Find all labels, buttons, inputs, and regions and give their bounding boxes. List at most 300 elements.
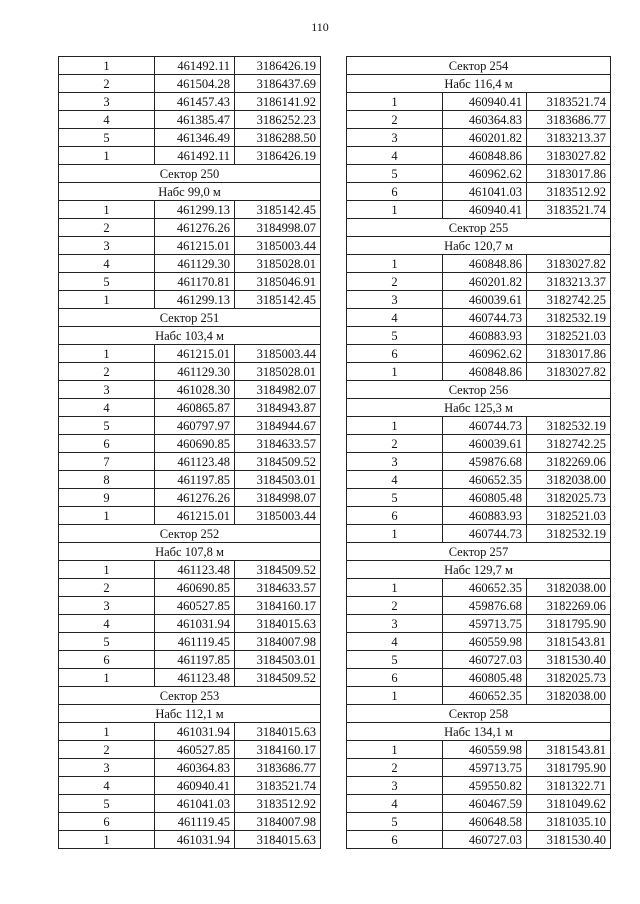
point-number-cell: 4 [59, 777, 155, 795]
point-number-cell: 1 [59, 669, 155, 687]
x-coordinate-cell: 461215.01 [155, 507, 235, 525]
x-coordinate-cell: 460467.59 [443, 795, 527, 813]
y-coordinate-cell: 3183512.92 [527, 183, 611, 201]
table-row [347, 525, 611, 543]
x-coordinate-cell: 460744.73 [443, 309, 527, 327]
point-number-cell: 1 [347, 579, 443, 597]
x-coordinate-cell: 461129.30 [155, 255, 235, 273]
table-row [347, 687, 611, 705]
y-coordinate-cell: 3182521.03 [527, 507, 611, 525]
sector-header-row [347, 381, 611, 399]
point-number-cell: 1 [59, 723, 155, 741]
sector-header: Сектор 255 [347, 219, 611, 237]
y-coordinate-cell: 3183521.74 [527, 201, 611, 219]
x-coordinate-cell: 461170.81 [155, 273, 235, 291]
table-row [347, 597, 611, 615]
y-coordinate-cell: 3181543.81 [527, 633, 611, 651]
x-coordinate-cell: 461215.01 [155, 237, 235, 255]
table-row [347, 129, 611, 147]
x-coordinate-cell: 461492.11 [155, 57, 235, 75]
table-row [347, 363, 611, 381]
y-coordinate-cell: 3182025.73 [527, 669, 611, 687]
point-number-cell: 5 [347, 651, 443, 669]
y-coordinate-cell: 3183027.82 [527, 363, 611, 381]
point-number-cell: 6 [347, 345, 443, 363]
x-coordinate-cell: 460648.58 [443, 813, 527, 831]
point-number-cell: 1 [59, 291, 155, 309]
table-row [59, 489, 321, 507]
y-coordinate-cell: 3186141.92 [235, 93, 321, 111]
x-coordinate-cell: 460364.83 [155, 759, 235, 777]
x-coordinate-cell: 460652.35 [443, 687, 527, 705]
y-coordinate-cell: 3184633.57 [235, 579, 321, 597]
table-row [347, 759, 611, 777]
point-number-cell: 6 [59, 435, 155, 453]
y-coordinate-cell: 3184509.52 [235, 669, 321, 687]
table-row [347, 327, 611, 345]
point-number-cell: 6 [59, 651, 155, 669]
table-row [347, 345, 611, 363]
table-row [347, 579, 611, 597]
sector-header-row [347, 561, 611, 579]
x-coordinate-cell: 460848.86 [443, 363, 527, 381]
sector-header-row [347, 543, 611, 561]
point-number-cell: 5 [347, 813, 443, 831]
sector-header: Сектор 252 [59, 525, 321, 543]
x-coordinate-cell: 461299.13 [155, 291, 235, 309]
x-coordinate-cell: 460652.35 [443, 471, 527, 489]
point-number-cell: 1 [59, 831, 155, 849]
x-coordinate-cell: 460652.35 [443, 579, 527, 597]
sector-header-row [347, 399, 611, 417]
y-coordinate-cell: 3186426.19 [235, 147, 321, 165]
x-coordinate-cell: 460559.98 [443, 633, 527, 651]
x-coordinate-cell: 461346.49 [155, 129, 235, 147]
y-coordinate-cell: 3184998.07 [235, 489, 321, 507]
point-number-cell: 6 [347, 183, 443, 201]
sector-header-row [59, 525, 321, 543]
point-number-cell: 2 [59, 579, 155, 597]
table-row [347, 309, 611, 327]
table-row [59, 75, 321, 93]
y-coordinate-cell: 3183027.82 [527, 255, 611, 273]
x-coordinate-cell: 461197.85 [155, 471, 235, 489]
sector-header-row [59, 327, 321, 345]
table-row [59, 561, 321, 579]
table-row [59, 651, 321, 669]
y-coordinate-cell: 3181795.90 [527, 759, 611, 777]
y-coordinate-cell: 3184943.87 [235, 399, 321, 417]
sector-header: Сектор 254 [347, 57, 611, 75]
y-coordinate-cell: 3184015.63 [235, 723, 321, 741]
table-row [347, 417, 611, 435]
point-number-cell: 4 [347, 147, 443, 165]
table-row [59, 57, 321, 75]
sector-header-row [59, 309, 321, 327]
sector-header-row [59, 183, 321, 201]
y-coordinate-cell: 3182742.25 [527, 291, 611, 309]
x-coordinate-cell: 459550.82 [443, 777, 527, 795]
point-number-cell: 2 [347, 435, 443, 453]
x-coordinate-cell: 461215.01 [155, 345, 235, 363]
x-coordinate-cell: 461031.94 [155, 615, 235, 633]
y-coordinate-cell: 3182742.25 [527, 435, 611, 453]
point-number-cell: 4 [347, 633, 443, 651]
point-number-cell: 3 [59, 237, 155, 255]
x-coordinate-cell: 461119.45 [155, 813, 235, 831]
table-row [59, 417, 321, 435]
point-number-cell: 6 [347, 507, 443, 525]
sector-header: Набс 107,8 м [59, 543, 321, 561]
x-coordinate-cell: 460201.82 [443, 129, 527, 147]
x-coordinate-cell: 459713.75 [443, 615, 527, 633]
point-number-cell: 5 [347, 489, 443, 507]
table-row [347, 291, 611, 309]
point-number-cell: 2 [59, 219, 155, 237]
y-coordinate-cell: 3185003.44 [235, 345, 321, 363]
table-row [347, 507, 611, 525]
table-row [347, 489, 611, 507]
sector-header-row [59, 165, 321, 183]
table-row [59, 759, 321, 777]
y-coordinate-cell: 3186437.69 [235, 75, 321, 93]
y-coordinate-cell: 3182532.19 [527, 309, 611, 327]
point-number-cell: 1 [59, 507, 155, 525]
x-coordinate-cell: 460848.86 [443, 147, 527, 165]
x-coordinate-cell: 460962.62 [443, 345, 527, 363]
table-row [347, 741, 611, 759]
point-number-cell: 2 [347, 597, 443, 615]
point-number-cell: 3 [59, 597, 155, 615]
table-row [347, 183, 611, 201]
sector-header: Набс 99,0 м [59, 183, 321, 201]
point-number-cell: 1 [59, 147, 155, 165]
point-number-cell: 4 [59, 399, 155, 417]
point-number-cell: 1 [347, 255, 443, 273]
point-number-cell: 5 [59, 633, 155, 651]
y-coordinate-cell: 3183213.37 [527, 273, 611, 291]
table-row [59, 723, 321, 741]
coordinates-table-left [58, 56, 321, 849]
table-row [347, 615, 611, 633]
point-number-cell: 5 [59, 417, 155, 435]
x-coordinate-cell: 460039.61 [443, 435, 527, 453]
table-row [59, 111, 321, 129]
x-coordinate-cell: 461457.43 [155, 93, 235, 111]
sector-header-row [59, 543, 321, 561]
table-row [59, 669, 321, 687]
point-number-cell: 1 [59, 561, 155, 579]
x-coordinate-cell: 460940.41 [443, 201, 527, 219]
y-coordinate-cell: 3181322.71 [527, 777, 611, 795]
table-row [347, 273, 611, 291]
y-coordinate-cell: 3183027.82 [527, 147, 611, 165]
table-row [347, 453, 611, 471]
point-number-cell: 1 [347, 363, 443, 381]
point-number-cell: 5 [59, 795, 155, 813]
x-coordinate-cell: 461123.48 [155, 669, 235, 687]
x-coordinate-cell: 459876.68 [443, 453, 527, 471]
table-row [347, 831, 611, 849]
point-number-cell: 2 [347, 111, 443, 129]
x-coordinate-cell: 460865.87 [155, 399, 235, 417]
table-row [59, 453, 321, 471]
point-number-cell: 4 [347, 471, 443, 489]
y-coordinate-cell: 3183686.77 [235, 759, 321, 777]
x-coordinate-cell: 461276.26 [155, 489, 235, 507]
point-number-cell: 3 [59, 381, 155, 399]
table-row [59, 273, 321, 291]
table-row [347, 147, 611, 165]
x-coordinate-cell: 460883.93 [443, 507, 527, 525]
sector-header: Сектор 256 [347, 381, 611, 399]
y-coordinate-cell: 3185003.44 [235, 507, 321, 525]
y-coordinate-cell: 3183686.77 [527, 111, 611, 129]
table-row [59, 597, 321, 615]
sector-header: Набс 134,1 м [347, 723, 611, 741]
table-row [347, 165, 611, 183]
table-row [59, 345, 321, 363]
table-row [347, 471, 611, 489]
y-coordinate-cell: 3186426.19 [235, 57, 321, 75]
table-row [59, 615, 321, 633]
x-coordinate-cell: 460527.85 [155, 741, 235, 759]
y-coordinate-cell: 3182038.00 [527, 579, 611, 597]
table-row [59, 237, 321, 255]
point-number-cell: 8 [59, 471, 155, 489]
x-coordinate-cell: 461031.94 [155, 723, 235, 741]
table-row [59, 201, 321, 219]
point-number-cell: 3 [347, 777, 443, 795]
x-coordinate-cell: 460744.73 [443, 525, 527, 543]
point-number-cell: 2 [59, 75, 155, 93]
y-coordinate-cell: 3182269.06 [527, 453, 611, 471]
y-coordinate-cell: 3185028.01 [235, 255, 321, 273]
y-coordinate-cell: 3183017.86 [527, 165, 611, 183]
sector-header-row [347, 219, 611, 237]
x-coordinate-cell: 461385.47 [155, 111, 235, 129]
x-coordinate-cell: 460883.93 [443, 327, 527, 345]
x-coordinate-cell: 460690.85 [155, 579, 235, 597]
sector-header: Набс 125,3 м [347, 399, 611, 417]
table-row [59, 831, 321, 849]
y-coordinate-cell: 3184633.57 [235, 435, 321, 453]
point-number-cell: 1 [59, 57, 155, 75]
y-coordinate-cell: 3182025.73 [527, 489, 611, 507]
y-coordinate-cell: 3185142.45 [235, 291, 321, 309]
table-row [347, 669, 611, 687]
page-number: 110 [311, 20, 329, 34]
x-coordinate-cell: 461041.03 [443, 183, 527, 201]
x-coordinate-cell: 460940.41 [155, 777, 235, 795]
point-number-cell: 1 [347, 201, 443, 219]
y-coordinate-cell: 3184015.63 [235, 831, 321, 849]
x-coordinate-cell: 460727.03 [443, 831, 527, 849]
sector-header: Набс 120,7 м [347, 237, 611, 255]
y-coordinate-cell: 3182532.19 [527, 417, 611, 435]
y-coordinate-cell: 3184007.98 [235, 813, 321, 831]
table-row [59, 579, 321, 597]
table-row [59, 255, 321, 273]
point-number-cell: 1 [347, 741, 443, 759]
y-coordinate-cell: 3182038.00 [527, 471, 611, 489]
x-coordinate-cell: 460201.82 [443, 273, 527, 291]
point-number-cell: 4 [59, 111, 155, 129]
x-coordinate-cell: 460848.86 [443, 255, 527, 273]
sector-header: Набс 103,4 м [59, 327, 321, 345]
point-number-cell: 5 [59, 273, 155, 291]
y-coordinate-cell: 3181049.62 [527, 795, 611, 813]
y-coordinate-cell: 3182532.19 [527, 525, 611, 543]
sector-header-row [347, 57, 611, 75]
x-coordinate-cell: 461041.03 [155, 795, 235, 813]
sector-header-row [347, 237, 611, 255]
table-row [59, 471, 321, 489]
point-number-cell: 5 [59, 129, 155, 147]
y-coordinate-cell: 3183521.74 [235, 777, 321, 795]
x-coordinate-cell: 460962.62 [443, 165, 527, 183]
table-row [347, 795, 611, 813]
y-coordinate-cell: 3181795.90 [527, 615, 611, 633]
y-coordinate-cell: 3181035.10 [527, 813, 611, 831]
point-number-cell: 3 [347, 129, 443, 147]
y-coordinate-cell: 3184998.07 [235, 219, 321, 237]
point-number-cell: 6 [347, 669, 443, 687]
table-row [59, 219, 321, 237]
point-number-cell: 4 [347, 795, 443, 813]
y-coordinate-cell: 3183017.86 [527, 345, 611, 363]
x-coordinate-cell: 459876.68 [443, 597, 527, 615]
x-coordinate-cell: 460527.85 [155, 597, 235, 615]
y-coordinate-cell: 3184982.07 [235, 381, 321, 399]
table-row [59, 381, 321, 399]
table-row [347, 633, 611, 651]
sector-header: Сектор 250 [59, 165, 321, 183]
x-coordinate-cell: 460559.98 [443, 741, 527, 759]
table-row [59, 795, 321, 813]
point-number-cell: 4 [59, 615, 155, 633]
x-coordinate-cell: 461123.48 [155, 453, 235, 471]
x-coordinate-cell: 461129.30 [155, 363, 235, 381]
point-number-cell: 2 [59, 741, 155, 759]
sector-header: Сектор 253 [59, 687, 321, 705]
point-number-cell: 1 [59, 201, 155, 219]
table-row [347, 777, 611, 795]
point-number-cell: 6 [347, 831, 443, 849]
y-coordinate-cell: 3183213.37 [527, 129, 611, 147]
point-number-cell: 1 [347, 687, 443, 705]
table-row [59, 147, 321, 165]
y-coordinate-cell: 3184160.17 [235, 741, 321, 759]
sector-header: Набс 129,7 м [347, 561, 611, 579]
table-row [59, 435, 321, 453]
sector-header-row [59, 687, 321, 705]
point-number-cell: 5 [347, 327, 443, 345]
x-coordinate-cell: 461197.85 [155, 651, 235, 669]
y-coordinate-cell: 3181543.81 [527, 741, 611, 759]
point-number-cell: 3 [347, 291, 443, 309]
x-coordinate-cell: 461119.45 [155, 633, 235, 651]
table-row [59, 93, 321, 111]
x-coordinate-cell: 460727.03 [443, 651, 527, 669]
sector-header-row [347, 723, 611, 741]
point-number-cell: 2 [347, 759, 443, 777]
y-coordinate-cell: 3183521.74 [527, 93, 611, 111]
table-row [59, 399, 321, 417]
x-coordinate-cell: 460797.97 [155, 417, 235, 435]
x-coordinate-cell: 460039.61 [443, 291, 527, 309]
point-number-cell: 3 [347, 453, 443, 471]
point-number-cell: 5 [347, 165, 443, 183]
y-coordinate-cell: 3181530.40 [527, 651, 611, 669]
point-number-cell: 1 [59, 345, 155, 363]
table-row [59, 363, 321, 381]
table-row [347, 651, 611, 669]
point-number-cell: 2 [347, 273, 443, 291]
point-number-cell: 3 [59, 759, 155, 777]
sector-header: Сектор 257 [347, 543, 611, 561]
point-number-cell: 3 [347, 615, 443, 633]
point-number-cell: 1 [347, 525, 443, 543]
point-number-cell: 3 [59, 93, 155, 111]
y-coordinate-cell: 3185003.44 [235, 237, 321, 255]
sector-header: Сектор 258 [347, 705, 611, 723]
y-coordinate-cell: 3182521.03 [527, 327, 611, 345]
y-coordinate-cell: 3184015.63 [235, 615, 321, 633]
x-coordinate-cell: 461299.13 [155, 201, 235, 219]
sector-header-row [347, 75, 611, 93]
coordinates-table-right [346, 56, 611, 849]
y-coordinate-cell: 3184944.67 [235, 417, 321, 435]
table-row [59, 741, 321, 759]
y-coordinate-cell: 3184503.01 [235, 471, 321, 489]
point-number-cell: 4 [59, 255, 155, 273]
y-coordinate-cell: 3181530.40 [527, 831, 611, 849]
sector-header: Набс 112,1 м [59, 705, 321, 723]
x-coordinate-cell: 461504.28 [155, 75, 235, 93]
y-coordinate-cell: 3182269.06 [527, 597, 611, 615]
table-row [347, 813, 611, 831]
table-row [347, 201, 611, 219]
x-coordinate-cell: 461492.11 [155, 147, 235, 165]
point-number-cell: 4 [347, 309, 443, 327]
y-coordinate-cell: 3185142.45 [235, 201, 321, 219]
sector-header: Сектор 251 [59, 309, 321, 327]
x-coordinate-cell: 461276.26 [155, 219, 235, 237]
point-number-cell: 1 [347, 93, 443, 111]
y-coordinate-cell: 3182038.00 [527, 687, 611, 705]
x-coordinate-cell: 459713.75 [443, 759, 527, 777]
y-coordinate-cell: 3186288.50 [235, 129, 321, 147]
y-coordinate-cell: 3184160.17 [235, 597, 321, 615]
sector-header-row [59, 705, 321, 723]
x-coordinate-cell: 460690.85 [155, 435, 235, 453]
table-row [347, 93, 611, 111]
table-row [59, 813, 321, 831]
y-coordinate-cell: 3185028.01 [235, 363, 321, 381]
x-coordinate-cell: 461028.30 [155, 381, 235, 399]
y-coordinate-cell: 3183512.92 [235, 795, 321, 813]
table-row [59, 129, 321, 147]
x-coordinate-cell: 460805.48 [443, 489, 527, 507]
sector-header-row [347, 705, 611, 723]
point-number-cell: 7 [59, 453, 155, 471]
x-coordinate-cell: 460744.73 [443, 417, 527, 435]
y-coordinate-cell: 3186252.23 [235, 111, 321, 129]
table-row [59, 507, 321, 525]
sector-header: Набс 116,4 м [347, 75, 611, 93]
table-row [347, 435, 611, 453]
